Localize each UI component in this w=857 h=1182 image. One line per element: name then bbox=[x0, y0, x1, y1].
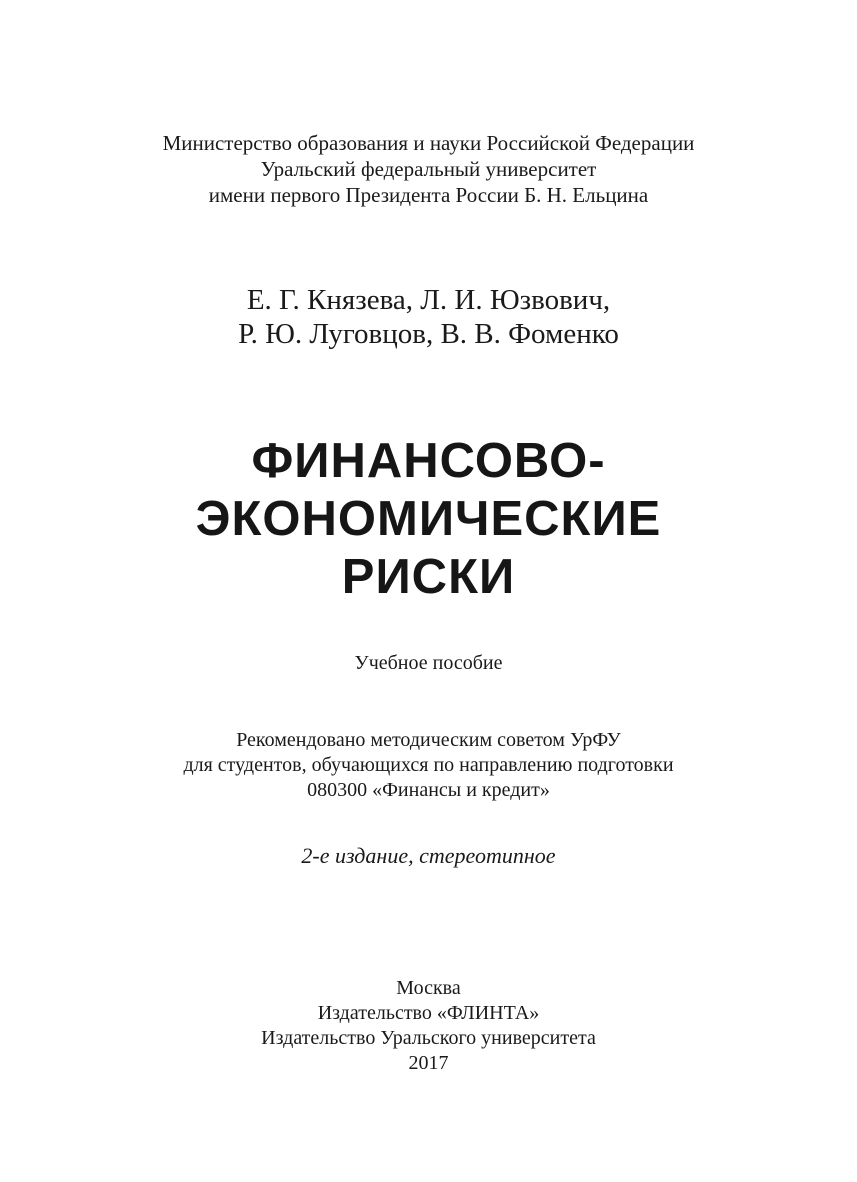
recommendation-line-3: 080300 «Финансы и кредит» bbox=[307, 779, 550, 801]
university-name-line: имени первого Президента России Б. Н. Ельцина bbox=[208, 183, 649, 207]
university-line: Уральский федеральный университет bbox=[260, 157, 597, 181]
recommendation-line-1: Рекомендовано методическим советом УрФУ bbox=[236, 729, 621, 751]
imprint-publisher-1: Издательство «ФЛИНТА» bbox=[317, 1002, 540, 1024]
authors-line-1: Е. Г. Князева, Л. И. Юзвович, bbox=[246, 284, 611, 316]
title-line-3: РИСКИ bbox=[341, 550, 516, 604]
imprint-year: 2017 bbox=[408, 1052, 449, 1074]
imprint-block bbox=[0, 976, 857, 1076]
imprint-publisher-2: Издательство Уральского университета bbox=[261, 1027, 596, 1049]
imprint-city: Москва bbox=[396, 977, 461, 999]
book-title bbox=[0, 432, 857, 606]
ministry-line: Министерство образования и науки Российской Федерации bbox=[162, 131, 695, 155]
recommendation-block bbox=[0, 728, 857, 803]
authors-block bbox=[0, 283, 857, 351]
recommendation-line-2: для студентов, обучающихся по направлению подготовки bbox=[183, 754, 674, 776]
subtitle-text: Учебное пособие bbox=[354, 652, 503, 674]
title-line-2: ЭКОНОМИЧЕСКИЕ bbox=[195, 492, 662, 546]
authors-line-2: Р. Ю. Луговцов, В. В. Фоменко bbox=[238, 318, 619, 350]
edition-text: 2-е издание, стереотипное bbox=[301, 843, 556, 868]
organization-block bbox=[0, 130, 857, 208]
title-line-1: ФИНАНСОВО- bbox=[251, 434, 606, 488]
edition-note bbox=[0, 843, 857, 869]
book-subtitle bbox=[0, 651, 857, 675]
